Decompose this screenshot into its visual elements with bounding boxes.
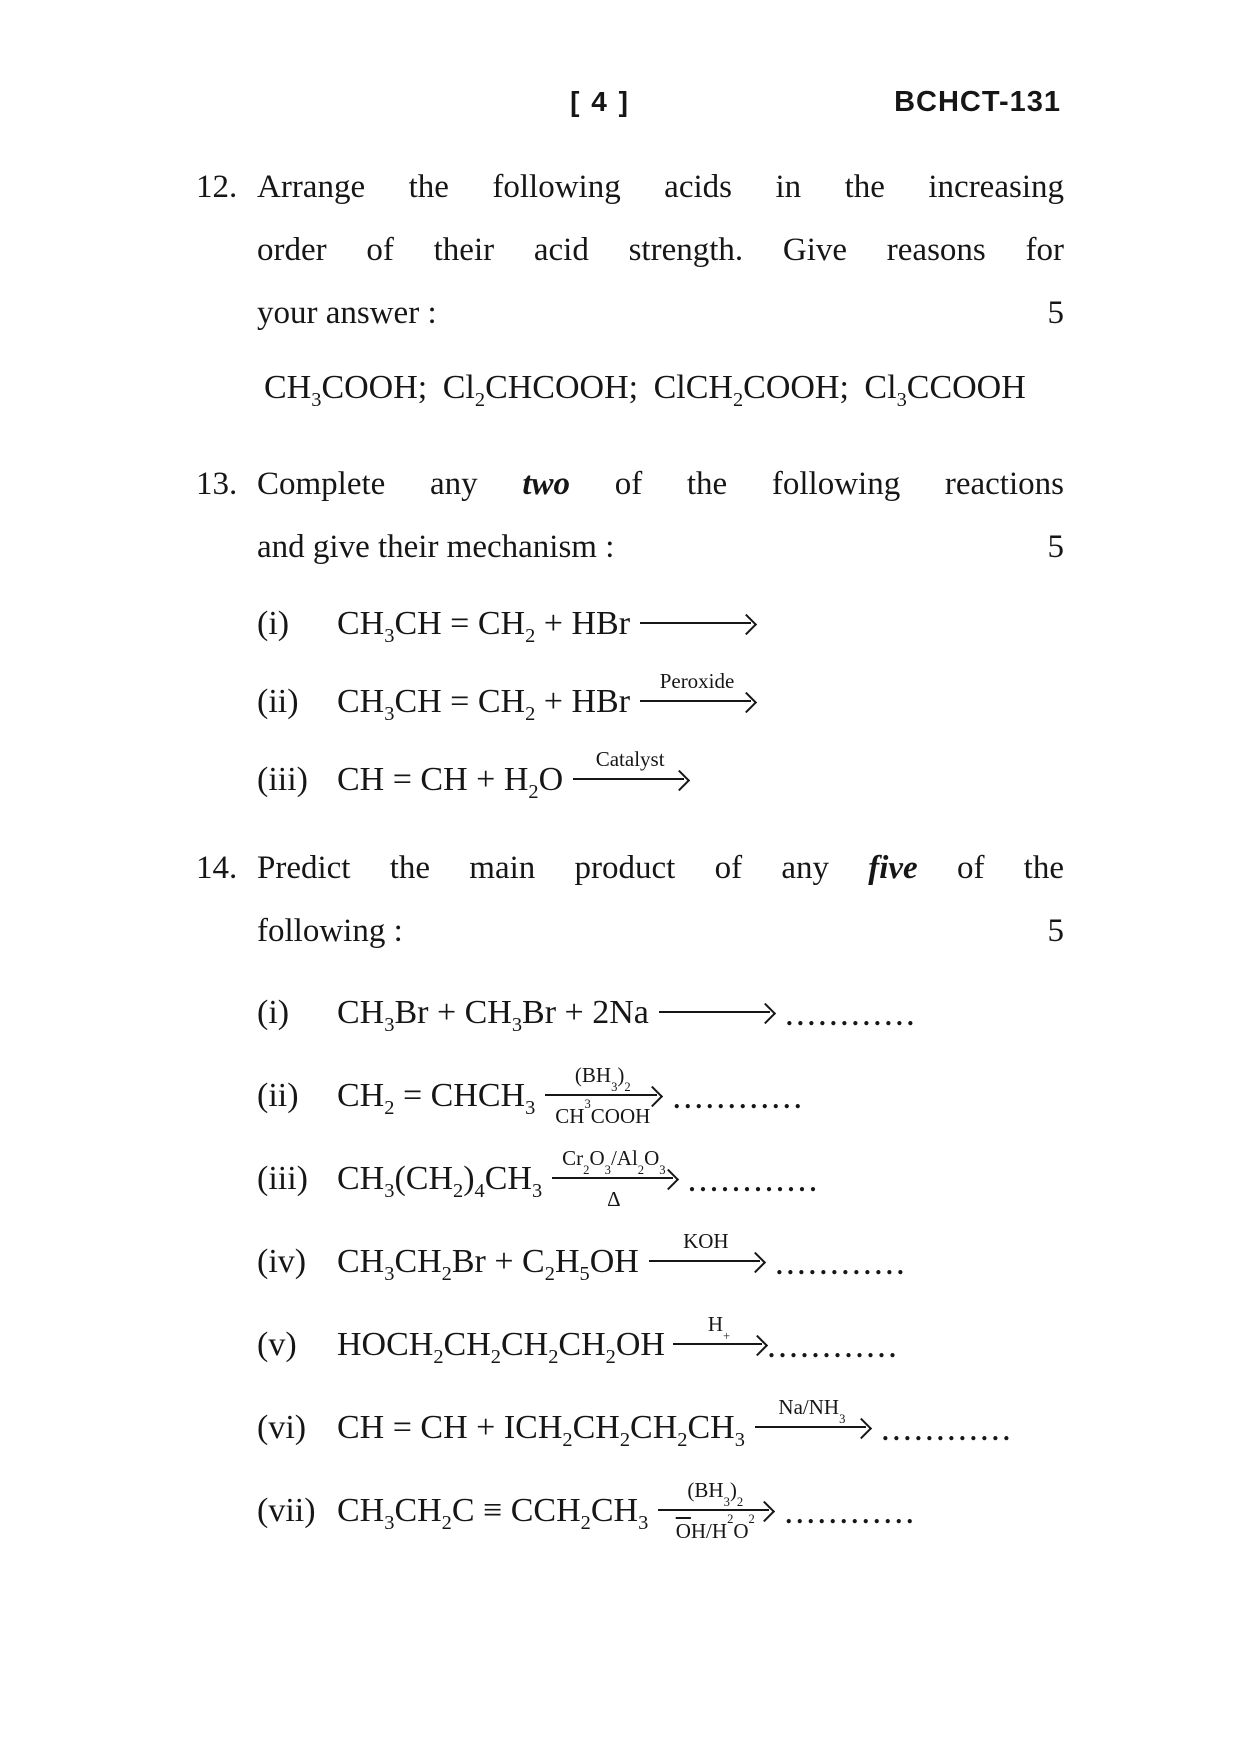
question-number: 13.: [196, 466, 238, 502]
reaction-arrow-icon: [640, 668, 754, 735]
arrow-shaft-icon: [649, 1254, 763, 1268]
question-last-line: [257, 900, 1064, 963]
reactant-formula: $CH_3CH_2C \equiv CCH_2CH_3$: [337, 1491, 649, 1534]
arrow-top-label: Cr 2 O 3 /Al 2 O 3: [562, 1145, 666, 1177]
reaction-arrow-icon: [673, 1311, 765, 1378]
answer-dots: ............: [687, 1158, 820, 1199]
reactant-formula: $CH_3CH = CH_2$ + HBr: [337, 682, 631, 725]
reaction-arrow-icon: [640, 590, 754, 657]
item-label: (vii): [257, 1491, 316, 1529]
page-number: [ 4 ]: [570, 86, 630, 117]
reaction-item: [257, 746, 1064, 813]
arrow-bottom-label: [620, 786, 640, 813]
marks-value: 5: [1047, 529, 1064, 565]
reaction-list: [257, 590, 1064, 813]
marks-value: 5: [1047, 913, 1064, 949]
arrow-shaft-icon: [659, 1005, 773, 1019]
answer-dots: ............: [784, 992, 917, 1033]
item-label: (i): [257, 604, 290, 642]
question-line-text: your answer :: [257, 295, 437, 331]
question-line-text: and give their mechanism :: [257, 529, 615, 565]
reaction-item: [257, 979, 1064, 1046]
arrow-bottom-label: [687, 708, 707, 735]
reaction-item: [257, 1062, 1064, 1129]
question-last-line: [257, 282, 1064, 345]
item-label: (vi): [257, 1408, 307, 1446]
arrow-top-label: KOH: [683, 1228, 729, 1253]
arrow-shaft-icon: [755, 1420, 869, 1434]
item-label: (v): [257, 1325, 297, 1363]
reactant-formula: $CH_3(CH_2)_4CH_3$: [337, 1159, 543, 1202]
reaction-arrow-icon: [755, 1394, 869, 1461]
reaction-item: [257, 1311, 1064, 1378]
question-last-line: [257, 516, 1064, 579]
reaction-arrow-icon: [649, 1228, 763, 1295]
reaction-item: [257, 1145, 1064, 1212]
reaction-item: [257, 590, 1064, 657]
arrow-top-label: (BH 3 ) 2: [574, 1062, 631, 1094]
item-label: (iii): [257, 760, 308, 798]
question-body: [257, 453, 1064, 813]
arrow-shaft-icon: [640, 694, 754, 708]
arrow-top-label: [706, 979, 726, 1005]
arrow-shaft-icon: [573, 772, 687, 786]
reactant-formula: $CH_3CH_2Br + C_2H_5OH$: [337, 1242, 639, 1285]
item-label: (ii): [257, 682, 299, 720]
question-number: 14.: [196, 850, 238, 886]
reaction-arrow-icon: [658, 1477, 772, 1544]
item-label: (i): [257, 993, 290, 1031]
question-body: [257, 156, 1064, 411]
question-line: Arrange the following acids in the increasing: [257, 169, 1064, 205]
answer-dots: ............: [766, 1324, 899, 1365]
acid-list-formula: $CH_3COOH$; $Cl_2CHCOOH$; ClCH$_2$COOH; $Cl_3CCOOH$: [264, 369, 1026, 412]
arrow-bottom-label: CH 3 COOH: [555, 1097, 651, 1128]
reactant-formula: $CH_2$ = $CHCH_3$: [337, 1076, 536, 1119]
arrow-top-label: [687, 590, 707, 616]
question-number: 12.: [196, 169, 238, 205]
arrow-shaft-icon: [552, 1171, 675, 1185]
arrow-shaft-icon: [658, 1503, 772, 1517]
arrow-shaft-icon: [545, 1088, 660, 1102]
arrow-top-label: Catalyst: [595, 746, 665, 771]
arrow-bottom-label: [706, 1019, 726, 1046]
reaction-item: [257, 1477, 1064, 1544]
arrow-bottom-label: $\overline{O}$ H/H 2 O 2: [675, 1512, 755, 1543]
reaction-arrow-icon: [659, 979, 773, 1046]
arrow-top-label: Peroxide: [659, 668, 735, 693]
marks-value: 5: [1047, 295, 1064, 331]
reaction-list: [257, 979, 1064, 1544]
item-label: (iv): [257, 1242, 307, 1280]
page-content: [196, 156, 1064, 1544]
answer-dots: ............: [784, 1490, 917, 1531]
arrow-bottom-label: [696, 1268, 716, 1295]
arrow-shaft-icon: [640, 616, 754, 630]
reaction-item: [257, 1394, 1064, 1461]
question-line: Predict the main product of any five of the: [257, 850, 1064, 886]
reactant-formula: $HOCH_2CH_2CH_2CH_2OH$: [337, 1325, 665, 1368]
answer-dots: ............: [672, 1075, 805, 1116]
answer-dots: ............: [880, 1407, 1013, 1448]
arrow-bottom-label: Δ: [607, 1187, 621, 1211]
answer-dots: ............: [774, 1241, 907, 1282]
arrow-bottom-label: [802, 1434, 822, 1461]
question-line: order of their acid strength. Give reasons for: [257, 232, 1064, 268]
question-body: [257, 837, 1064, 1544]
reactant-formula: CH = CH + $H_2O$: [337, 760, 564, 803]
arrow-shaft-icon: [673, 1337, 765, 1351]
question-12: [196, 156, 1064, 411]
reaction-arrow-icon: [573, 746, 687, 813]
item-label: (iii): [257, 1159, 308, 1197]
reaction-arrow-icon: [552, 1145, 675, 1212]
reaction-item: [257, 1228, 1064, 1295]
question-line: Complete any two of the following reactions: [257, 466, 1064, 502]
item-label: (ii): [257, 1076, 299, 1114]
arrow-bottom-label: [709, 1351, 729, 1378]
reaction-arrow-icon: [545, 1062, 660, 1129]
reactant-formula: $CH_3CH = CH_2$ + HBr: [337, 604, 631, 647]
arrow-top-label: (BH 3 ) 2: [687, 1477, 744, 1509]
reaction-item: [257, 668, 1064, 735]
question-line-text: following :: [257, 913, 403, 949]
question-14: [196, 837, 1064, 1544]
question-13: [196, 453, 1064, 813]
arrow-top-label: Na/NH 3: [778, 1394, 846, 1426]
course-code: BCHCT-131: [894, 86, 1061, 118]
reactant-formula: CH = CH + $ICH_2CH_2CH_2CH_3$: [337, 1408, 745, 1451]
arrow-bottom-label: [687, 630, 707, 657]
arrow-top-label: H +: [707, 1311, 731, 1343]
reactant-formula: $CH_3Br + CH_3Br + 2Na$: [337, 993, 649, 1036]
